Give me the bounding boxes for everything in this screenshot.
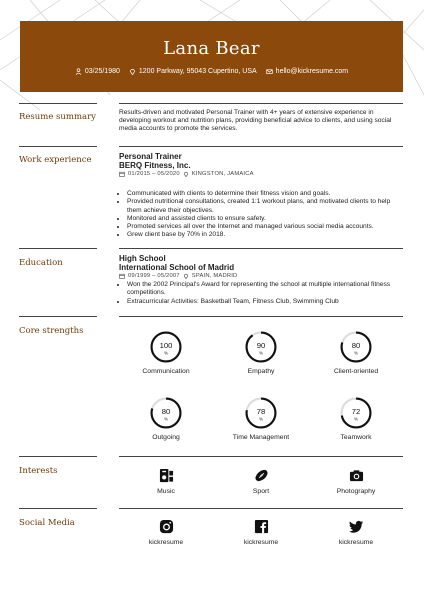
interest-label: Music xyxy=(157,488,175,495)
football-icon xyxy=(254,468,269,483)
strength-ring xyxy=(339,330,373,364)
list-item: • Monitored and assisted clients to ensure safety. xyxy=(127,215,403,223)
work-meta: 01/2015 – 05/2020 KINGSTON, JAMAICA xyxy=(119,170,403,178)
strength-gauge xyxy=(221,396,301,441)
divider xyxy=(119,316,403,317)
divider xyxy=(119,248,403,249)
strength-ring xyxy=(244,330,278,364)
divider xyxy=(119,508,403,509)
strength-unit: % xyxy=(164,350,168,356)
interest-item xyxy=(126,468,206,495)
work-entry xyxy=(119,152,403,239)
social-item[interactable] xyxy=(221,519,301,546)
strength-unit: % xyxy=(259,416,263,422)
strength-value: 80 xyxy=(161,406,171,416)
company: BERQ Fitness, Inc. xyxy=(119,161,191,170)
school: International School of Madrid xyxy=(119,263,235,272)
interest-label: Photography xyxy=(336,488,376,495)
section-title: Core strengths xyxy=(19,326,84,336)
divider xyxy=(19,508,97,509)
strength-name: Client-oriented xyxy=(333,368,379,375)
candidate-name: Lana Bear xyxy=(163,38,260,59)
strength-gauge xyxy=(126,330,206,375)
strength-gauge xyxy=(221,330,301,375)
list-item: • Provided nutritional consultations, created 1:1 workout plans, and motivated clients to help them achieve their objectives. xyxy=(127,198,403,214)
strength-name: Outgoing xyxy=(152,434,180,441)
list-item: • Promoted services all over the Internet and managed various social media accounts. xyxy=(127,223,403,231)
interest-label: Sport xyxy=(252,488,270,495)
interest-item xyxy=(221,468,301,495)
contact-row xyxy=(20,68,403,75)
strength-name: Empathy xyxy=(247,368,275,375)
calendar-icon xyxy=(119,273,125,279)
education-meta: 09/1999 – 05/2007 SPAIN, MADRID xyxy=(119,272,403,280)
strength-ring xyxy=(339,396,373,430)
section-title: Resume summary xyxy=(19,112,96,122)
strength-value: 100 xyxy=(159,340,173,350)
section-title: Interests xyxy=(19,466,58,476)
envelope-icon xyxy=(266,68,273,75)
strength-unit: % xyxy=(259,350,263,356)
person-icon xyxy=(75,68,82,75)
twitter-icon xyxy=(349,519,364,534)
list-item: • Extracurricular Activities: Basketball Team, Fitness Club, Swimming Club xyxy=(127,298,403,306)
camera-icon xyxy=(349,468,364,483)
work-bullets xyxy=(119,190,403,239)
strength-unit: % xyxy=(354,416,358,422)
header-banner xyxy=(20,21,403,92)
instagram-icon xyxy=(159,519,174,534)
strength-value: 78 xyxy=(256,406,266,416)
strength-unit: % xyxy=(354,350,358,356)
facebook-icon xyxy=(254,519,269,534)
strength-unit: % xyxy=(164,416,168,422)
strength-name: Communication xyxy=(142,368,190,375)
divider xyxy=(19,103,97,104)
summary-text: Results-driven and motivated Personal Trainer with 4+ years of extensive experience in developing workout and nutrition plans, providing beneficial advice to clients, and using social media accounts to promote the services. xyxy=(119,109,392,133)
calendar-icon xyxy=(119,171,125,177)
social-item[interactable] xyxy=(126,519,206,546)
divider xyxy=(19,456,97,457)
social-handle: kickresume xyxy=(243,539,279,546)
music-icon xyxy=(159,468,174,483)
location-pin-icon xyxy=(129,68,136,75)
strength-value: 80 xyxy=(351,340,361,350)
divider xyxy=(19,316,97,317)
strength-ring xyxy=(149,330,183,364)
email[interactable]: hello@kickresume.com xyxy=(266,68,348,75)
list-item: • Grew client base by 70% in 2018. xyxy=(127,231,403,239)
social-item[interactable] xyxy=(316,519,396,546)
social-handle: kickresume xyxy=(338,539,374,546)
strength-ring xyxy=(149,396,183,430)
address: 1200 Parkway, 95043 Cupertino, USA xyxy=(129,68,257,75)
interest-item xyxy=(316,468,396,495)
birthdate: 03/25/1980 xyxy=(75,68,120,75)
list-item: • Won the 2002 Principal's Award for representing the school at multiple international fitness competitions. xyxy=(127,281,403,297)
section-strengths xyxy=(19,316,403,456)
strength-name: Teamwork xyxy=(340,434,372,441)
divider xyxy=(19,146,97,147)
strength-gauge xyxy=(316,396,396,441)
education-entry xyxy=(119,254,403,306)
location-pin-icon xyxy=(183,273,189,279)
strength-gauge xyxy=(126,396,206,441)
divider xyxy=(19,248,97,249)
section-title: Work experience xyxy=(19,155,92,165)
section-title: Education xyxy=(19,258,63,268)
divider xyxy=(119,146,403,147)
degree: High School xyxy=(119,254,166,263)
strength-value: 90 xyxy=(256,340,266,350)
list-item: • Communicated with clients to determine their fitness vision and goals. xyxy=(127,190,403,198)
strength-name: Time Management xyxy=(232,434,290,441)
section-interests xyxy=(19,456,403,506)
education-bullets xyxy=(119,281,403,306)
strength-ring xyxy=(244,396,278,430)
divider xyxy=(119,103,403,104)
divider xyxy=(119,456,403,457)
job-title: Personal Trainer xyxy=(119,152,182,161)
section-social xyxy=(19,508,403,558)
section-title: Social Media xyxy=(19,518,75,528)
strength-gauge xyxy=(316,330,396,375)
strength-value: 72 xyxy=(351,406,361,416)
location-pin-icon xyxy=(183,171,189,177)
social-handle: kickresume xyxy=(148,539,184,546)
